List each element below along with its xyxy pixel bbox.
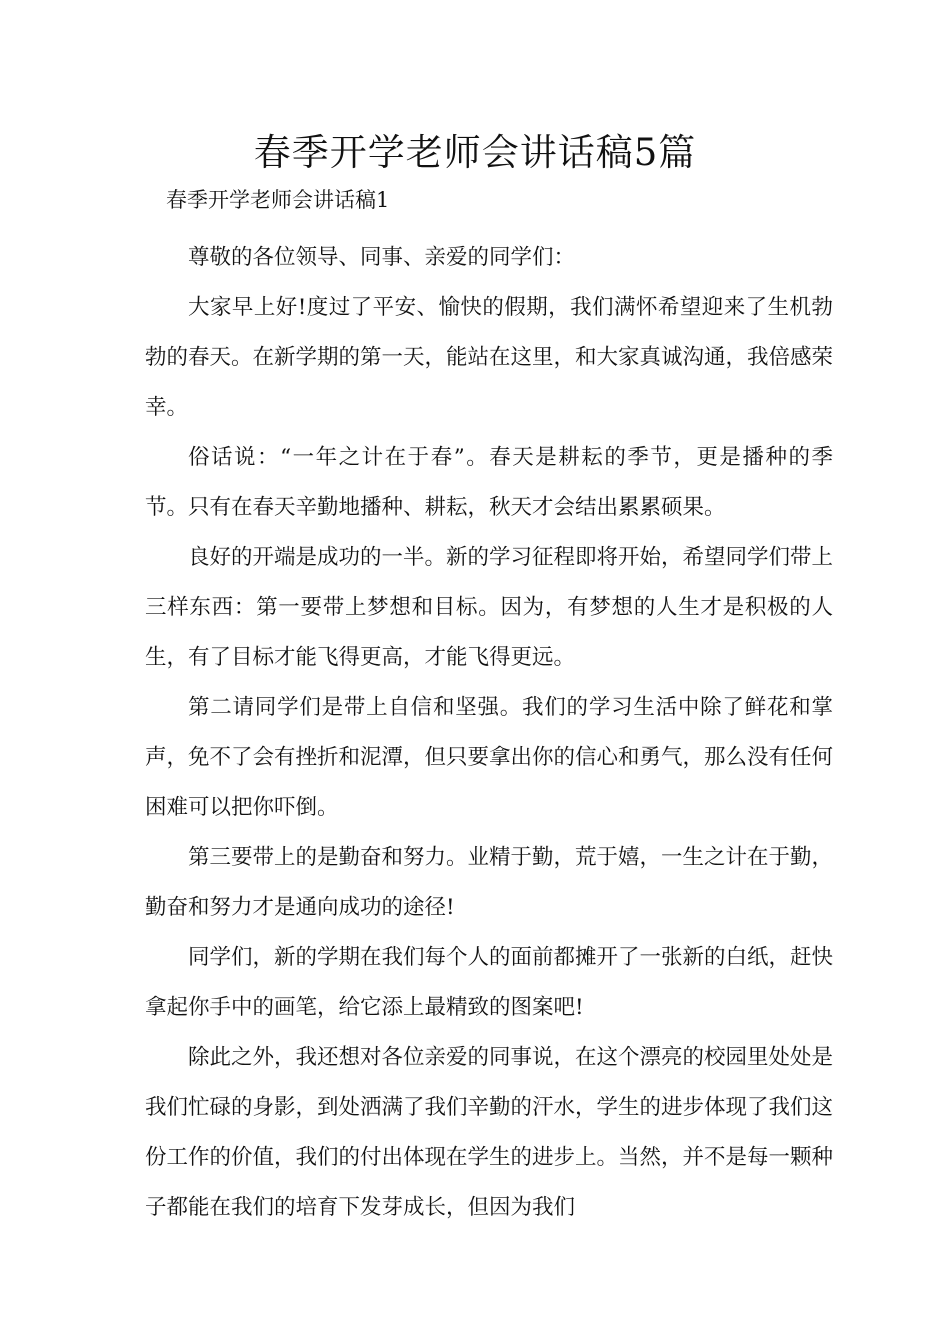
- paragraph-spring-saying: 俗话说：“一年之计在于春”。春天是耕耘的季节，更是播种的季节。只有在春天辛勤地播种、耕耘，秋天才会结出累累硕果。: [145, 445, 833, 520]
- paragraph-greeting: 大家早上好!度过了平安、愉快的假期，我们满怀希望迎来了生机勃勃的春天。在新学期的第一天，能站在这里，和大家真诚沟通，我倍感荣幸。: [145, 295, 834, 420]
- paragraph-new-page: 同学们，新的学期在我们每个人的面前都摊开了一张新的白纸，赶快拿起你手中的画笔，给它添上最精致的图案吧!: [145, 945, 834, 1020]
- paragraph-diligence: 第三要带上的是勤奋和努力。业精于勤，荒于嬉，一生之计在于勤，勤奋和努力才是通向成功的途径!: [145, 845, 834, 920]
- paragraph-salutation: 尊敬的各位领导、同事、亲爱的同学们：: [188, 245, 576, 270]
- document-title: 春季开学老师会讲话稿5篇: [253, 131, 697, 174]
- paragraph-good-start: 良好的开端是成功的一半。新的学习征程即将开始，希望同学们带上三样东西：第一要带上梦想和目标。因为，有梦想的人生才是积极的人生，有了目标才能飞得更高，才能飞得更远。: [145, 545, 834, 670]
- paragraph-colleagues: 除此之外，我还想对各位亲爱的同事说，在这个漂亮的校园里处处是我们忙碌的身影，到处洒满了我们辛勤的汗水，学生的进步体现了我们这份工作的价值，我们的付出体现在学生的进步上。当然，并不是每一颗种子都能在我们的培育下发芽成长，但因为我们: [145, 1045, 834, 1220]
- document-subtitle: 春季开学老师会讲话稿1: [166, 188, 390, 212]
- paragraph-confidence: 第二请同学们是带上自信和坚强。我们的学习生活中除了鲜花和掌声，免不了会有挫折和泥潭，但只要拿出你的信心和勇气，那么没有任何困难可以把你吓倒。: [145, 695, 834, 820]
- document-body: [145, 233, 833, 1233]
